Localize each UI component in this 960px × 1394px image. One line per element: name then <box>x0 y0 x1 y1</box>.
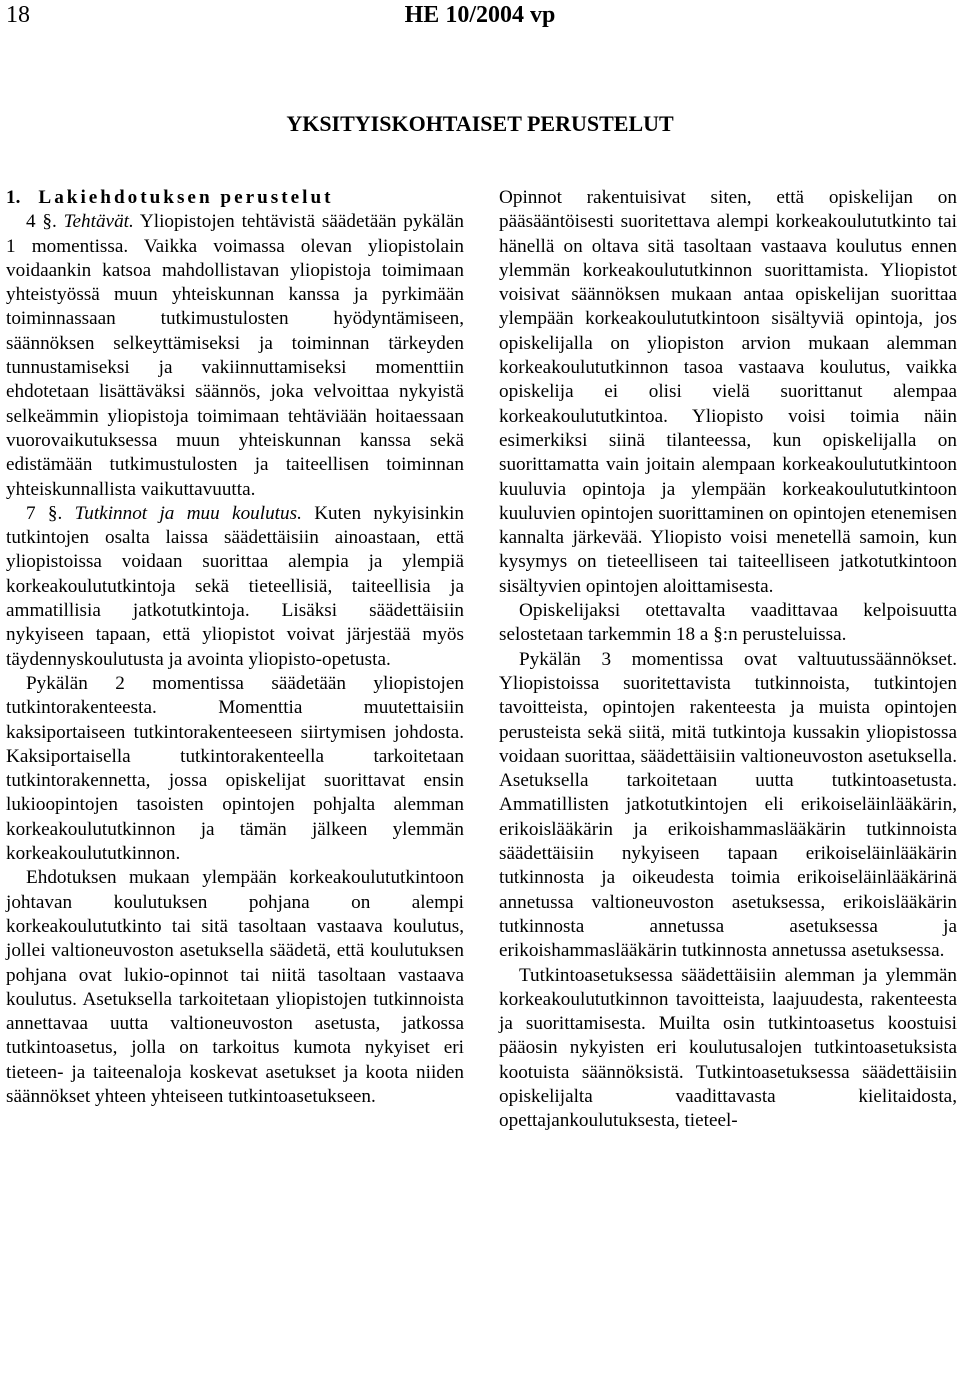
paragraph: Opiskelijaksi otettavalta vaadittavaa kelpoisuutta selostetaan tarkemmin 18 a §:n perusteluissa. <box>499 600 957 646</box>
paragraph: Pykälän 2 momentissa säädetään yliopistojen tutkintorakenteesta. Momenttia muutettaisiin kaksiportaiseen tutkintorakenteeseen siirtymisen johdosta. Kaksiportaisella tutkintorakenteella tarkoitetaan tutkintorakennetta, jossa opiskelijat suorittavat ensin lukioopintojen tasoisten opintojen pohjalta alemman korkeakoulututkinnon ja tämän jälkeen ylemmän korkeakoulututkinnon. <box>6 672 464 865</box>
paragraph: Pykälän 3 momentissa ovat valtuutussäännökset. Yliopistoissa suoritettavista tutkinnoista, tutkintojen tavoitteista, opintojen rakenteesta ja muista opintojen perusteista sekä siitä, mitä tutkintoja kussakin yliopistossa voidaan suorittaa, säädettäisiin valtioneuvoston asetuksella. Asetuksella tarkoitetaan uutta tutkintoasetusta. Ammatillisten jatkotutkintojen eli erikoiseläinlääkärin, erikoislääkärin ja erikoishammaslääkärin tutkinnoista säädettäisiin nykyiseen tapaan erikoiseläinlääkärin tutkinnosta ja oikeudesta toimia erikoiseläinlääkärinä annetussa valtioneuvoston asetuksessa, erikoislääkärin tutkinnosta annetussa asetuksessa ja erikoishammaslääkärin tutkinnosta annetussa asetuksessa. <box>499 648 957 962</box>
page-number: 18 <box>6 2 30 28</box>
paragraph-section-7 <box>6 502 464 672</box>
subheading <box>6 186 464 210</box>
section-number: 7 §. <box>26 502 63 524</box>
paragraph-text: Kuten nykyisinkin tutkintojen osalta laissa säädettäisiin ainoastaan, että yliopistoissa voidaan suorittaa alempia ja ylempiä korkeakoulututkintoja sekä tieteellisiä, taiteellisia ja ammatillisia jatkotutkintoja. Lisäksi säädettäisiin nykyiseen tapaan, että yliopistot voivat järjestää myös täydennyskoulutusta ja avointa yliopisto-opetusta. <box>6 502 465 670</box>
paragraph: Opinnot rakentuisivat siten, että opiskelijan on pääsääntöisesti suoritettava alempi korkeakoulututkinto tai hänellä on oltava sitä tasoltaan vastaava koulutus ennen ylemmän korkeakoulututkinnon suorittamista. Yliopistot voisivat säännöksen mukaan antaa opiskelijan suorittaa ylempään korkeakoulututkintoon sisältyviä opintoja, jos opiskelijalla on yliopiston arvion mukaan alemman korkeakoulututkinnon tasoa vastaava koulutus, vaikka opiskelija ei olisi vielä suorittanut alempaa korkeakoulututkintoa. Yliopisto voisi toimia näin esimerkiksi siinä tilanteessa, kun opiskelijalla on suorittamatta vain joitain alempaan korkeakoulututkintoon kuuluvia opintoja ja ylempään korkeakoulututkintoon kuuluvien opintojen suorittaminen on opintojen etenemisen kannalta järkevää. Yliopisto voisi menetellä samoin, kun kysymys on tieteelliseen tai taiteelliseen jatkotutkintoon sisältyvien opintojen aloittamisesta. <box>499 187 957 597</box>
left-column <box>6 186 464 1109</box>
paragraph: Ehdotuksen mukaan ylempään korkeakoulututkintoon johtavan koulutuksen pohjana on alempi korkeakoulututkinto tai sitä tasoltaan vastaava koulutus, jollei valtioneuvoston asetuksella säädetä, että koulutuksen pohjana ovat lukio-opinnot tai niitä tasoltaan vastaava koulutus. Asetuksella tarkoitetaan yliopistojen tutkinnoista annettavaa uutta valtioneuvoston asetusta, jatkossa tutkintoasetus, jolla on tarkoitus kumota nykyiset eri tieteen- ja taiteenaloja koskevat asetukset ja koota niiden säännökset yhteen yhteiseen tutkintoasetukseen. <box>6 867 464 1107</box>
right-column <box>499 186 957 1134</box>
paragraph-text: Yliopistojen tehtävistä säädetään pykälän 1 momentissa. Vaikka voimassa olevan yliopistolain voidaankin katsoa mahdollistavan yliopistoja toimimaan yhteistyössä muun yhteiskunnan kanssa ja pyrkimään toiminnassaan tutkimustulosten hyödyntämiseen, säännöksen selkeyttämiseksi ja toiminnan tärkeyden tunnustamiseksi ja vakiinnuttamiseksi momenttiin ehdotetaan lisättäväksi säännös, joka velvoittaa nykyistä selkeämmin yliopistoja toimimaan tehtäviään hoitaessaan vuorovaikutuksessa muun yhteiskunnan kanssa sekä edistämään tutkimustulosten ja taiteellisen toiminnan yhteiskunnallista vaikuttavuutta. <box>6 211 465 500</box>
document-id: HE 10/2004 vp <box>404 2 556 28</box>
paragraph-section-4 <box>6 210 464 502</box>
section-title-italic: Tehtävät. <box>63 211 134 233</box>
section-title: YKSITYISKOHTAISET PERUSTELUT <box>286 111 674 136</box>
paragraph: Tutkintoasetuksessa säädettäisiin alemman ja ylemmän korkeakoulututkinnon tavoitteista, laajuudesta, rakenteesta ja suorittamisesta. Muilta osin tutkintoasetus koostuisi pääosin nykyisten eri koulutusalojen tutkintoasetuksista kootuista säännöksistä. Tutkintoasetuksessa säädettäisiin opiskelijalta vaadittavasta kielitaidosta, opettajankoulutuksesta, tieteel- <box>499 964 957 1132</box>
subheading-text: Lakiehdotuksen perustelut <box>38 187 334 208</box>
subheading-number: 1. <box>6 187 21 208</box>
section-title-italic: Tutkinnot ja muu koulutus. <box>74 502 302 524</box>
section-number: 4 §. <box>26 211 57 233</box>
